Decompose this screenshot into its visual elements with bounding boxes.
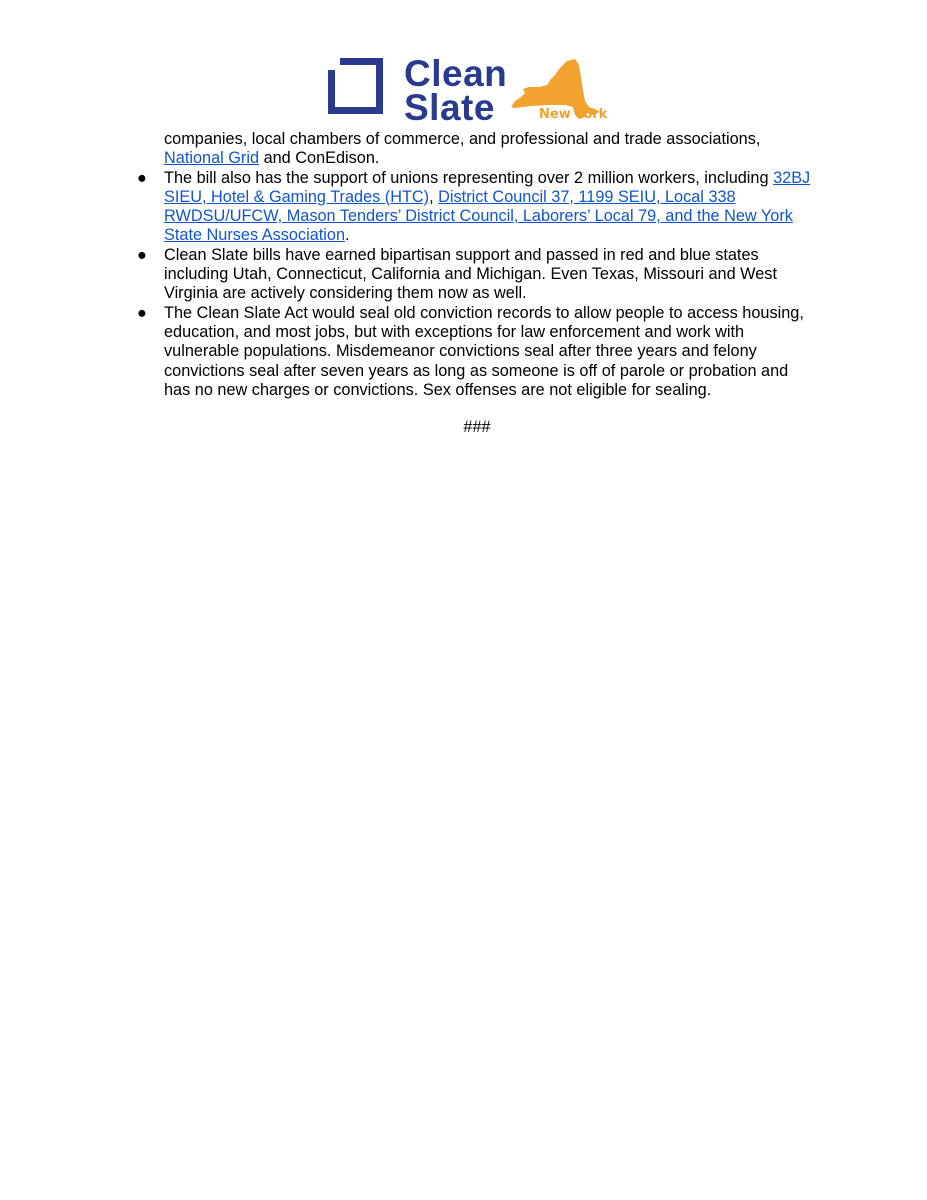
logo-word-clean: Clean [404,53,508,94]
list-item [137,304,817,400]
link-separator: , [429,187,434,206]
national-grid-link[interactable]: National Grid [164,149,260,168]
continuation-paragraph [164,130,817,169]
logo-region-text: New York [539,107,608,122]
logo-word-slate: Slate [404,87,495,128]
clean-slate-logo [326,53,608,128]
bullet-marker: ● [137,168,147,187]
list-item [137,169,817,246]
bullet-text: The Clean Slate Act would seal old conviction records to allow people to access housing, education, and most jobs, but with exceptions for law enforcement and work with vulnerable populations. Misdemeanor convictions seal after three years and felony convictions seal after seven years as long as someone is off of parole or probation and has no new charges or convictions. Sex offenses are not eligible for sealing. [164,303,804,399]
continuation-text: companies, local chambers of commerce, and professional and trade associations, [164,130,761,148]
document-body [137,130,817,437]
end-mark: ### [463,418,491,437]
bullet-marker: ● [137,245,147,264]
bullet-marker: ● [137,303,147,322]
logo-square-icon [328,58,383,114]
bullet-end: . [345,226,350,245]
union-link-32bj[interactable]: 32BJ SIEU, Hotel & Gaming Trades (HTC) [164,168,811,206]
bullet-list [137,169,817,401]
bullet-text: The bill also has the support of unions representing over 2 million workers, including [164,168,769,187]
union-link-dc37[interactable]: District Council 37, 1199 SEIU, Local 338 RWDSU/UFCW, Mason Tenders’ District Council, Laborers’ Local 79, and the New York State Nurses Association [164,187,793,245]
bullet-text: Clean Slate bills have earned bipartisan support and passed in red and blue states including Utah, Connecticut, California and Michigan. Even Texas, Missouri and West Virginia are actively considering them now as well. [164,245,777,303]
list-item [137,246,817,304]
continuation-after-text: and ConEdison. [263,149,380,168]
